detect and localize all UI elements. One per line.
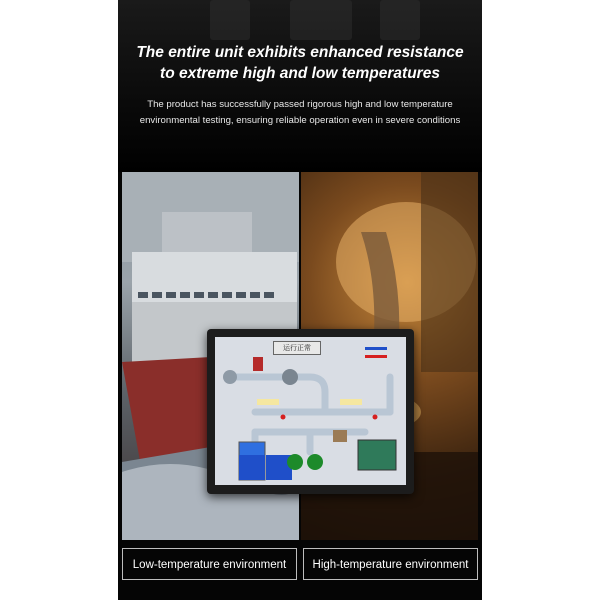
fan-icon: [223, 370, 237, 384]
hero-title: [118, 42, 482, 84]
furnace-structure: [421, 172, 478, 372]
caption-high-temperature: High-temperature environment: [303, 548, 478, 580]
pipe-top: [237, 377, 325, 412]
hero-ghost-tablet: [210, 0, 250, 40]
legend-blue: [365, 347, 387, 350]
hmi-diagram: [215, 337, 406, 485]
hmi-screen: [215, 337, 406, 485]
readout-box-1: [257, 399, 279, 405]
hero-background: [118, 0, 482, 172]
alarm-indicator-2: [373, 415, 378, 420]
pump-icon: [282, 369, 298, 385]
hmi-status-title: 运行正常: [273, 341, 321, 355]
tank-water-level: [239, 455, 265, 480]
caption-low-temperature: Low-temperature environment: [122, 548, 297, 580]
generator-icon: [358, 440, 396, 470]
hero-title-line-2: to extreme high and low temperatures: [160, 65, 440, 82]
pump-green-2: [307, 454, 323, 470]
ship-mast: [162, 212, 252, 252]
legend-red: [365, 355, 387, 358]
product-banner: [118, 0, 482, 600]
readout-box-2: [340, 399, 362, 405]
hero-subtitle: [126, 97, 474, 128]
valve-icon: [253, 357, 263, 371]
heat-exchanger-icon: [333, 430, 347, 442]
hero-ghost-device: [380, 0, 420, 40]
hero-title-line-1: The entire unit exhibits enhanced resistance: [136, 44, 464, 61]
hero-ghost-display: [290, 0, 352, 40]
alarm-indicator: [281, 415, 286, 420]
pump-green-1: [287, 454, 303, 470]
hero-subtitle-line-1: The product has successfully passed rigorous high and low temperature: [147, 99, 453, 110]
hero-subtitle-line-2: environmental testing, ensuring reliable operation even in severe conditions: [139, 114, 461, 126]
industrial-monitor: [207, 329, 414, 494]
